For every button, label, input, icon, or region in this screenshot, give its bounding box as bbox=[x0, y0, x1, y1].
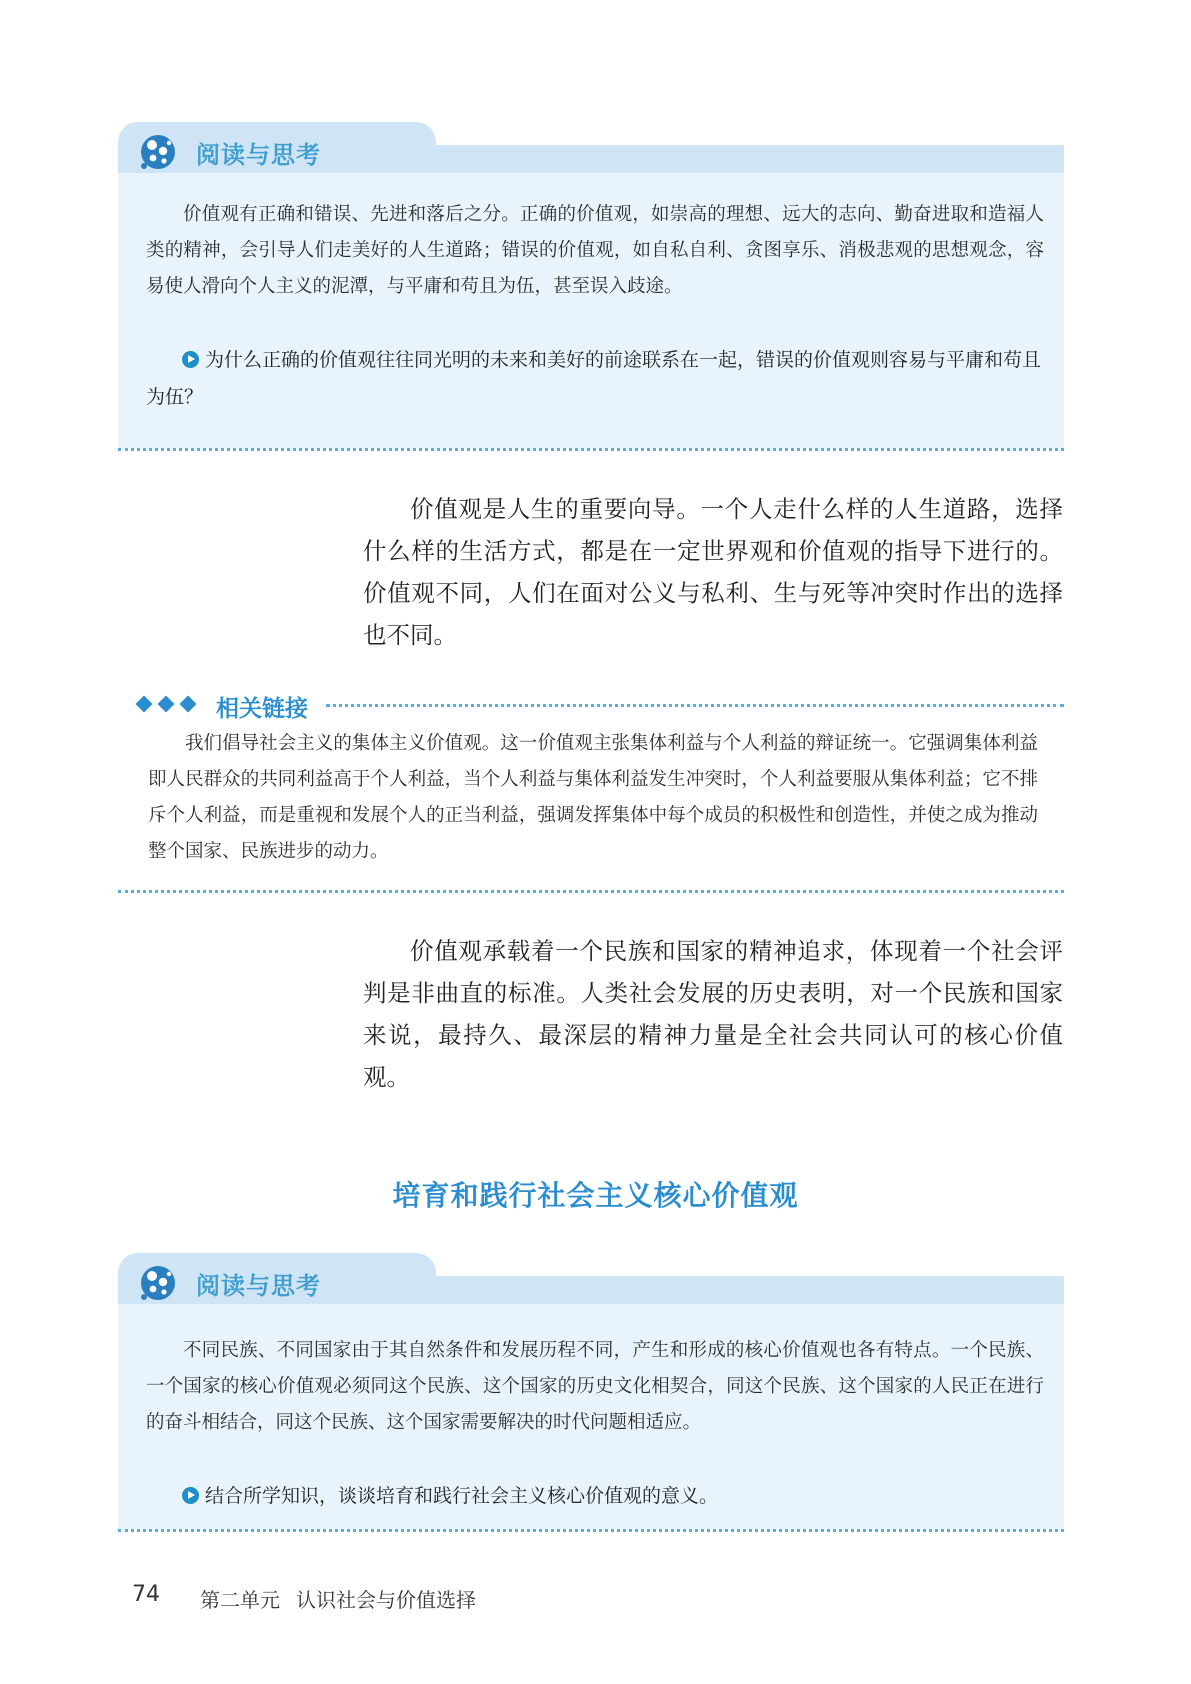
page-number: 74 bbox=[132, 1582, 160, 1607]
question-text: 结合所学知识，谈谈培育和践行社会主义核心价值观的意义。 bbox=[205, 1485, 719, 1507]
diamond-icon bbox=[136, 696, 153, 713]
arrow-right-icon bbox=[182, 351, 199, 368]
reading-thinking-icon bbox=[138, 1263, 178, 1303]
main-paragraph-1: 价值观是人生的重要向导。一个人走什么样的人生道路，选择什么样的生活方式，都是在一定世界观和价值观的指导下进行的。价值观不同，人们在面对公义与私利、生与死等冲突时作出的选择也不同。 bbox=[363, 495, 1063, 649]
box-header-strip bbox=[418, 145, 1064, 173]
dotted-divider bbox=[118, 890, 1064, 893]
diamond-icon bbox=[158, 696, 175, 713]
footer-unit: 第二单元 bbox=[200, 1588, 280, 1612]
dotted-divider bbox=[118, 1529, 1064, 1532]
related-link-header bbox=[136, 690, 1064, 720]
box-question bbox=[146, 1478, 1044, 1515]
reading-thinking-box-2 bbox=[118, 1253, 1064, 1529]
box-title: 阅读与思考 bbox=[196, 1272, 321, 1300]
arrow-right-icon bbox=[182, 1487, 199, 1504]
dotted-divider bbox=[326, 704, 1064, 707]
box-header-strip bbox=[418, 1276, 1064, 1304]
dotted-divider bbox=[118, 448, 1064, 451]
box-question bbox=[146, 342, 1044, 416]
question-text: 为什么正确的价值观往往同光明的未来和美好的前途联系在一起，错误的价值观则容易与平庸和苟且为伍？ bbox=[146, 349, 1042, 408]
reading-thinking-icon bbox=[138, 132, 178, 172]
box-title: 阅读与思考 bbox=[196, 141, 321, 169]
box-paragraph: 价值观有正确和错误、先进和落后之分。正确的价值观，如崇高的理想、远大的志向、勤奋进取和造福人类的精神，会引导人们走美好的人生道路；错误的价值观，如自私自利、贪图享乐、消极悲观的思想观念，容易使人滑向个人主义的泥潭，与平庸和苟且为伍，甚至误入歧途。 bbox=[146, 204, 1044, 297]
related-link-title: 相关链接 bbox=[216, 696, 308, 722]
related-link-paragraph: 我们倡导社会主义的集体主义价值观。这一价值观主张集体利益与个人利益的辩证统一。它强调集体利益即人民群众的共同利益高于个人利益，当个人利益与集体利益发生冲突时，个人利益要服从集体利益；它不排斥个人利益，而是重视和发展个人的正当利益，强调发挥集体中每个成员的积极性和创造性，并使之成为推动整个国家、民族进步的动力。 bbox=[148, 733, 1038, 862]
reading-thinking-box-1 bbox=[118, 122, 1064, 448]
footer-unit-title: 认识社会与价值选择 bbox=[296, 1588, 476, 1612]
diamond-icon bbox=[180, 696, 197, 713]
box-paragraph: 不同民族、不同国家由于其自然条件和发展历程不同，产生和形成的核心价值观也各有特点。一个民族、一个国家的核心价值观必须同这个民族、这个国家的历史文化相契合，同这个民族、这个国家的人民正在进行的奋斗相结合，同这个民族、这个国家需要解决的时代问题相适应。 bbox=[146, 1340, 1044, 1433]
section-title: 培育和践行社会主义核心价值观 bbox=[392, 1179, 799, 1212]
main-paragraph-2: 价值观承载着一个民族和国家的精神追求，体现着一个社会评判是非曲直的标准。人类社会发展的历史表明，对一个民族和国家来说，最持久、最深层的精神力量是全社会共同认可的核心价值观。 bbox=[363, 937, 1063, 1091]
